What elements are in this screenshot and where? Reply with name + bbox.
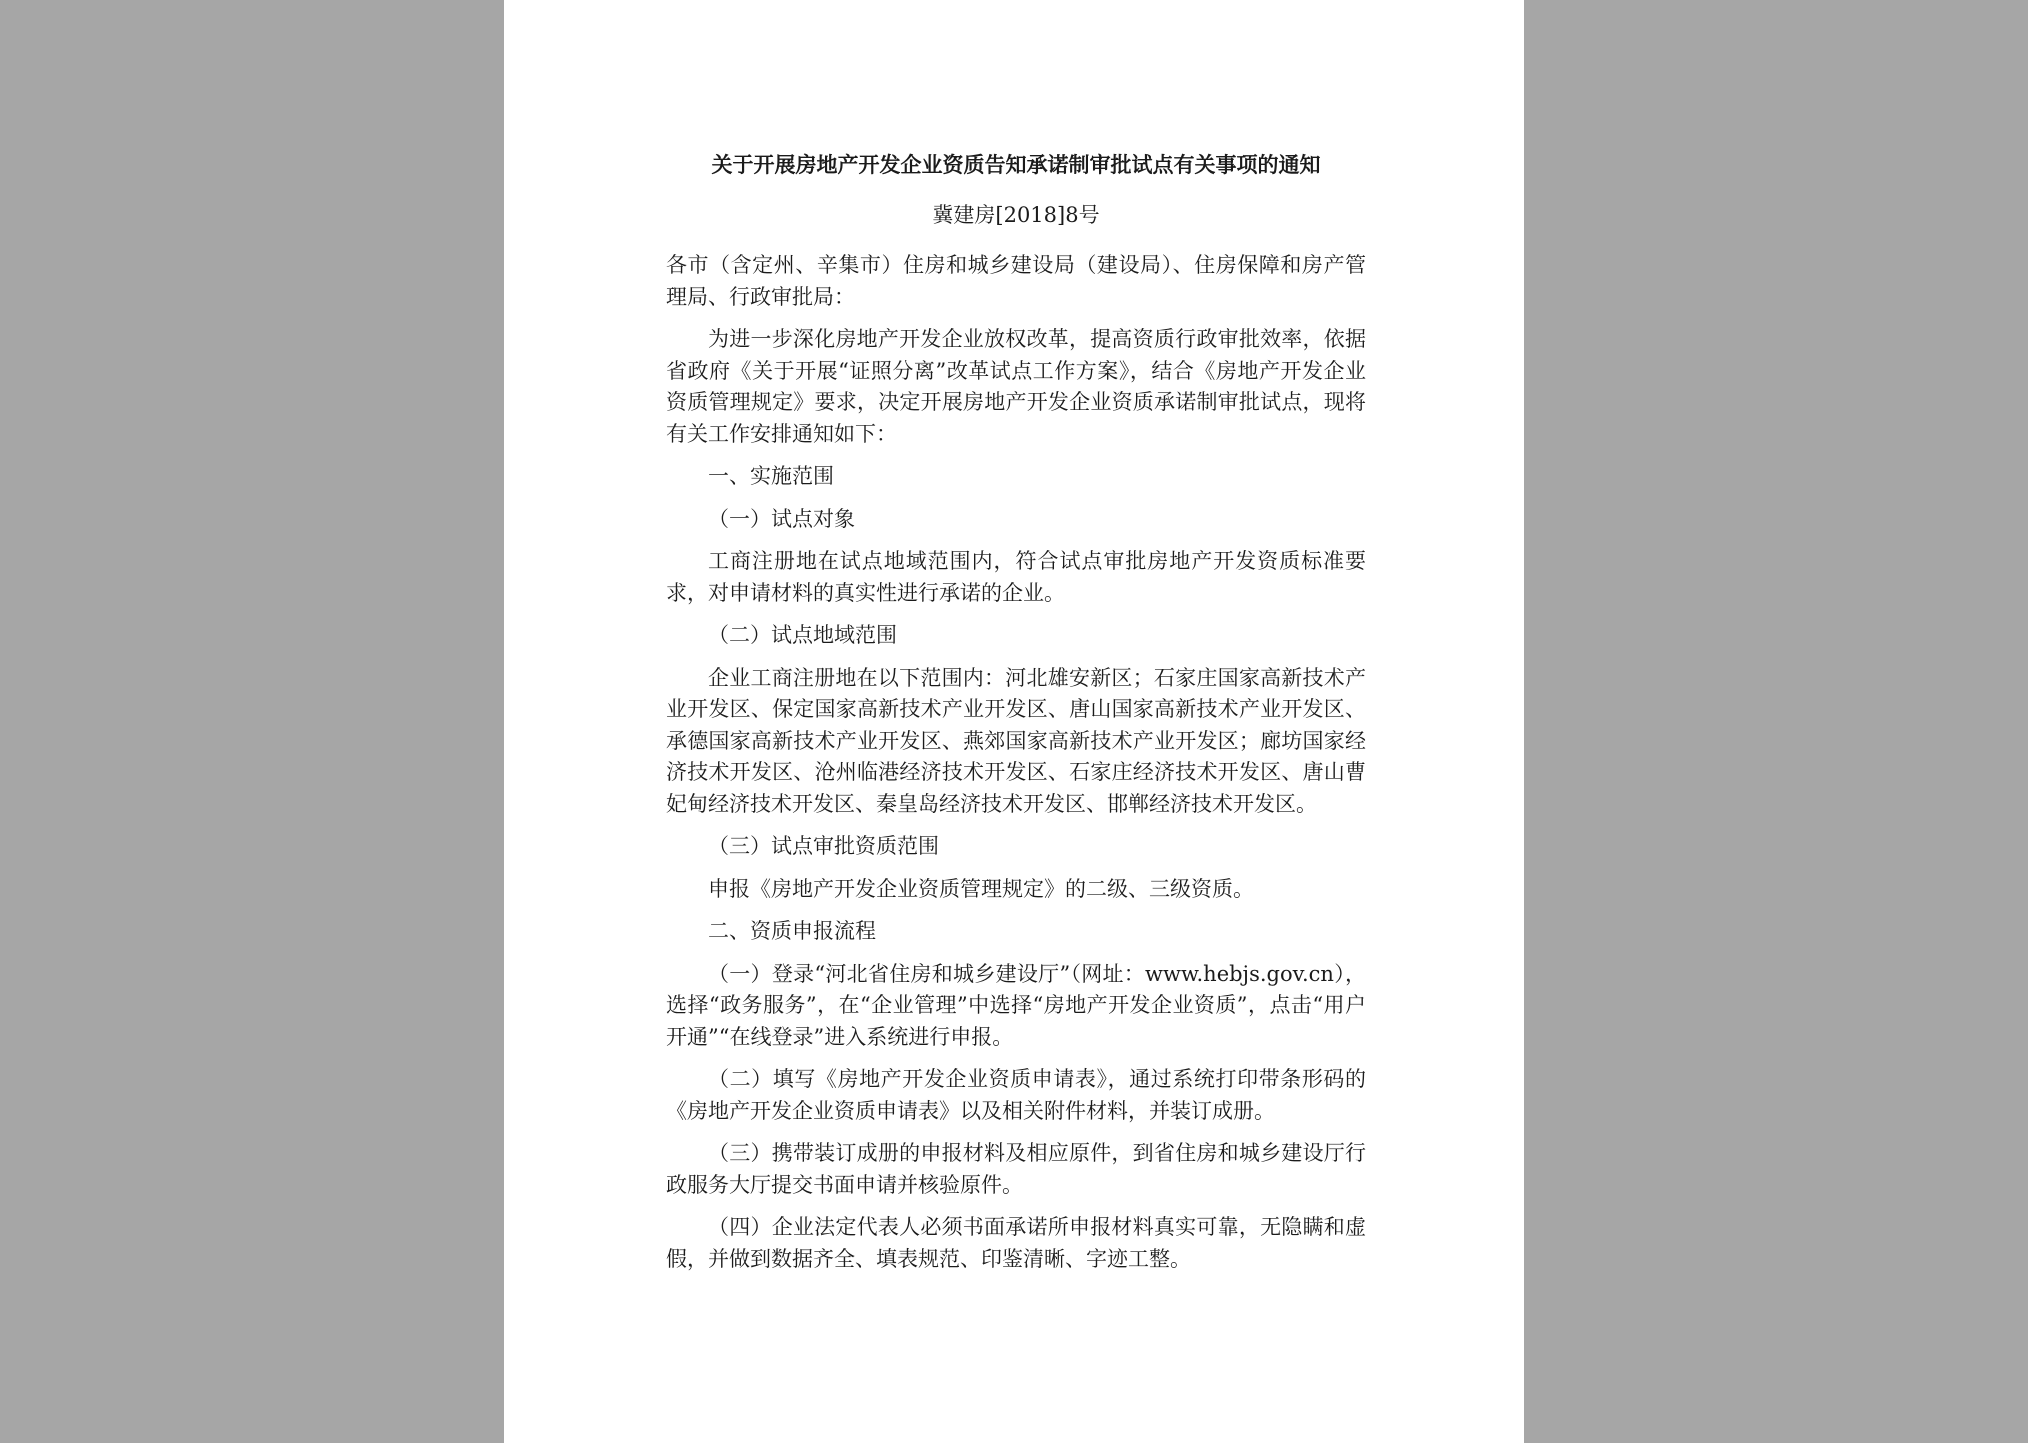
procedure-step-4: （四）企业法定代表人必须书面承诺所申报材料真实可靠，无隐瞒和虚假，并做到数据齐全、填表规范、印鉴清晰、字迹工整。	[666, 1215, 1366, 1271]
subsection-1-2-heading: （二）试点地域范围	[708, 623, 897, 647]
document-body	[666, 150, 1366, 1286]
document-page	[504, 0, 1524, 1443]
subsection-1-3-text: 申报《房地产开发企业资质管理规定》的二级、三级资质。	[708, 876, 1254, 901]
subsection-1-2-text: 企业工商注册地在以下范围内：河北雄安新区；石家庄国家高新技术产业开发区、保定国家高新技术产业开发区、唐山国家高新技术产业开发区、承德国家高新技术产业开发区、燕郊国家高新技术产业开发区；廊坊国家经济技术开发区、沧州临港经济技术开发区、石家庄经济技术开发区、唐山曹妃甸经济技术开发区、秦皇岛经济技术开发区、邯郸经济技术开发区。	[666, 665, 1366, 816]
addressee: 各市（含定州、辛集市）住房和城乡建设局（建设局）、住房保障和房产管理局、行政审批局：	[666, 253, 1366, 309]
procedure-step-3: （三）携带装订成册的申报材料及相应原件，到省住房和城乡建设厅行政服务大厅提交书面申请并核验原件。	[666, 1141, 1366, 1197]
section-2-heading: 二、资质申报流程	[708, 919, 876, 943]
subsection-1-1-text: 工商注册地在试点地域范围内，符合试点审批房地产开发资质标准要求，对申请材料的真实性进行承诺的企业。	[666, 549, 1366, 605]
procedure-step-2: （二）填写《房地产开发企业资质申请表》，通过系统打印带条形码的《房地产开发企业资质申请表》以及相关附件材料，并装订成册。	[666, 1067, 1366, 1123]
subsection-1-1-heading: （一）试点对象	[708, 506, 855, 531]
section-1-heading: 一、实施范围	[708, 464, 834, 488]
document-number: 冀建房[2018]8号	[932, 203, 1100, 227]
procedure-step-1: （一）登录“河北省住房和城乡建设厅”（网址：www.hebjs.gov.cn），选择“政务服务”，在“企业管理”中选择“房地产开发企业资质”，点击“用户开通”“在线登录”进入系统进行申报。	[666, 961, 1366, 1049]
subsection-1-3-heading: （三）试点审批资质范围	[708, 834, 939, 858]
document-title: 关于开展房地产开发企业资质告知承诺制审批试点有关事项的通知	[711, 152, 1321, 177]
intro-paragraph: 为进一步深化房地产开发企业放权改革，提高资质行政审批效率，依据省政府《关于开展“证照分离”改革试点工作方案》，结合《房地产开发企业资质管理规定》要求，决定开展房地产开发企业资质承诺制审批试点，现将有关工作安排通知如下：	[666, 327, 1366, 446]
